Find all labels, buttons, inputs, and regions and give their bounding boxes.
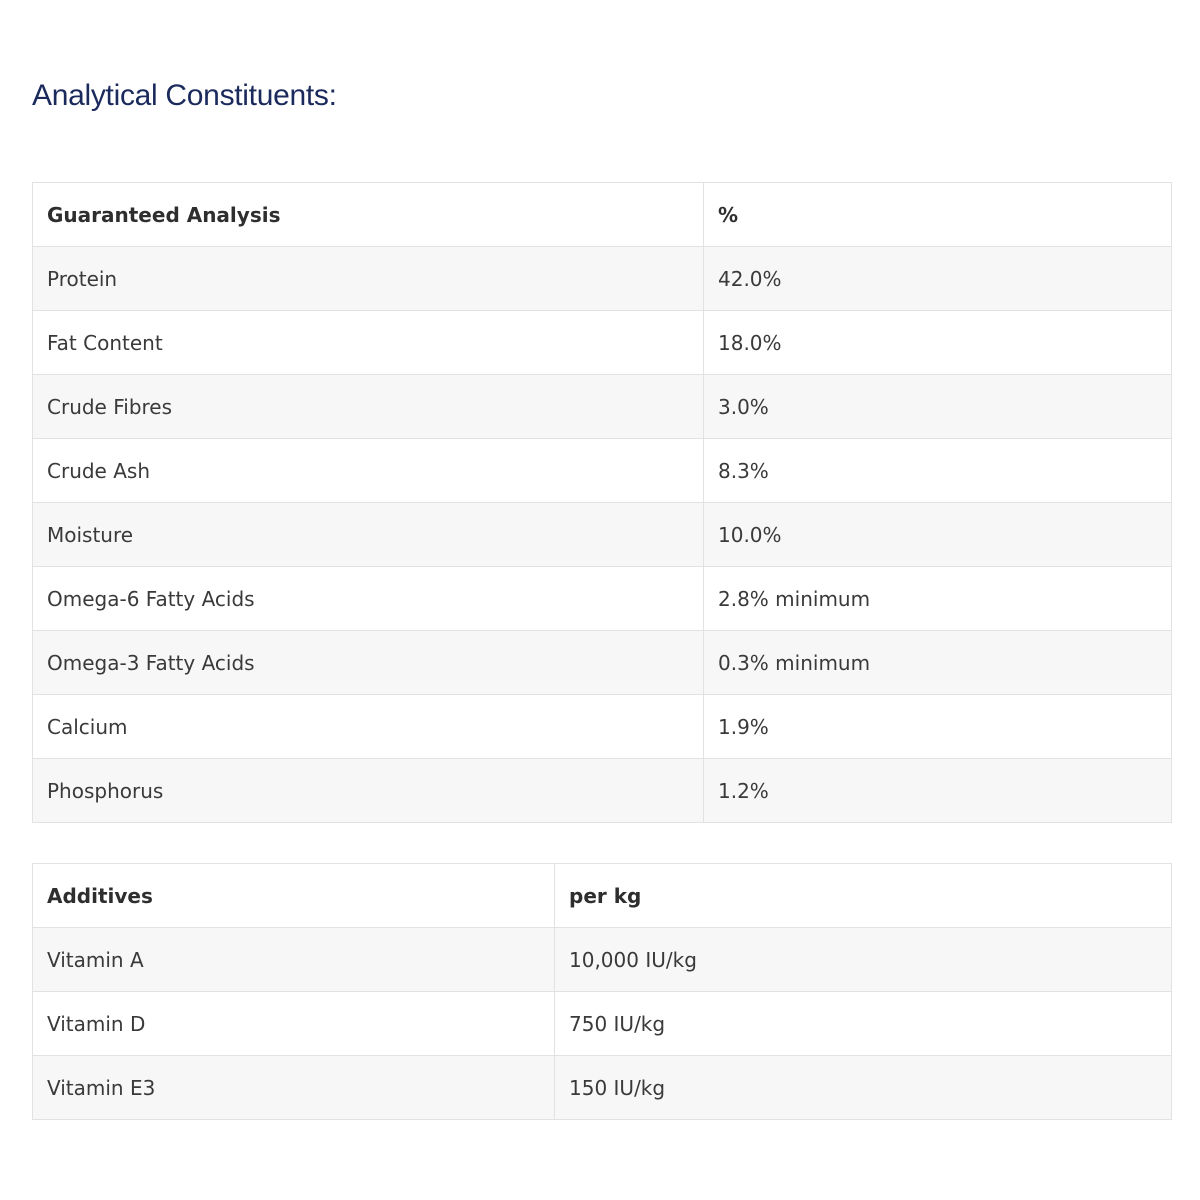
additive-value: 150 IU/kg	[555, 1056, 1172, 1120]
nutrient-name: Omega-3 Fatty Acids	[33, 631, 704, 695]
nutrient-value: 42.0%	[704, 247, 1172, 311]
nutrient-value: 18.0%	[704, 311, 1172, 375]
table-header-row	[33, 183, 1172, 247]
nutrient-name: Crude Ash	[33, 439, 704, 503]
table-row	[33, 631, 1172, 695]
table-row	[33, 759, 1172, 823]
table-row	[33, 503, 1172, 567]
table-row	[33, 311, 1172, 375]
nutrient-name: Omega-6 Fatty Acids	[33, 567, 704, 631]
additive-name: Vitamin A	[33, 928, 555, 992]
table-row	[33, 439, 1172, 503]
additive-value: 750 IU/kg	[555, 992, 1172, 1056]
guaranteed-analysis-table	[32, 182, 1172, 823]
nutrient-name: Crude Fibres	[33, 375, 704, 439]
table-row	[33, 375, 1172, 439]
additives-table	[32, 863, 1172, 1120]
nutrient-name: Phosphorus	[33, 759, 704, 823]
column-header-nutrient: Guaranteed Analysis	[33, 183, 704, 247]
nutrient-name: Calcium	[33, 695, 704, 759]
additive-value: 10,000 IU/kg	[555, 928, 1172, 992]
column-header-additive: Additives	[33, 864, 555, 928]
nutrient-value: 2.8% minimum	[704, 567, 1172, 631]
additive-name: Vitamin D	[33, 992, 555, 1056]
page-title: Analytical Constituents:	[32, 79, 337, 112]
additive-name: Vitamin E3	[33, 1056, 555, 1120]
column-header-percent: %	[704, 183, 1172, 247]
nutrient-name: Moisture	[33, 503, 704, 567]
nutrient-value: 3.0%	[704, 375, 1172, 439]
table-row	[33, 992, 1172, 1056]
table-row	[33, 247, 1172, 311]
nutrient-value: 0.3% minimum	[704, 631, 1172, 695]
nutrient-value: 1.2%	[704, 759, 1172, 823]
nutrient-value: 8.3%	[704, 439, 1172, 503]
table-row	[33, 695, 1172, 759]
nutrient-name: Protein	[33, 247, 704, 311]
column-header-per-kg: per kg	[555, 864, 1172, 928]
nutrient-value: 10.0%	[704, 503, 1172, 567]
nutrient-value: 1.9%	[704, 695, 1172, 759]
table-header-row	[33, 864, 1172, 928]
table-row	[33, 928, 1172, 992]
nutrient-name: Fat Content	[33, 311, 704, 375]
table-row	[33, 1056, 1172, 1120]
table-row	[33, 567, 1172, 631]
